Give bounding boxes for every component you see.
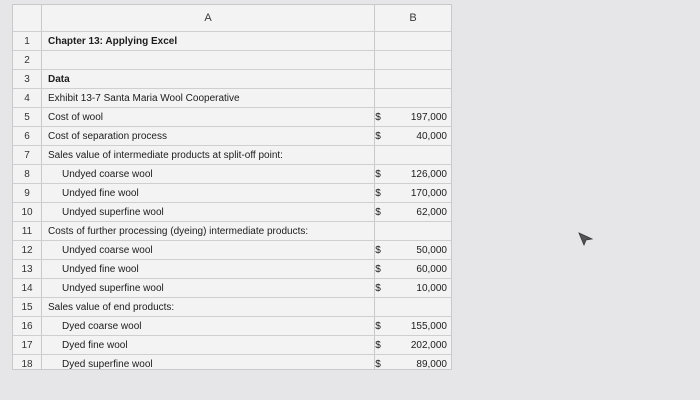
cell-b-currency: $ xyxy=(375,188,381,199)
cell-a[interactable]: Undyed superfine wool xyxy=(62,283,164,294)
sheet-row xyxy=(13,69,451,89)
cell-b[interactable] xyxy=(389,222,447,241)
cell-b[interactable]: 202,000 xyxy=(410,340,447,351)
sheet-row xyxy=(13,50,451,70)
cell-b[interactable]: 170,000 xyxy=(410,188,447,199)
cell-a[interactable]: Undyed superfine wool xyxy=(62,207,164,218)
cell-b-currency xyxy=(370,70,386,89)
sheet-row xyxy=(13,316,451,336)
sheet-row xyxy=(13,88,451,108)
cell-b-currency: $ xyxy=(375,359,381,370)
row-number[interactable]: 7 xyxy=(24,150,30,161)
cell-b-currency: $ xyxy=(375,169,381,180)
cell-b[interactable]: 155,000 xyxy=(410,321,447,332)
cell-b[interactable]: 60,000 xyxy=(416,264,447,275)
row-number[interactable]: 3 xyxy=(24,74,30,85)
sheet-row xyxy=(13,259,451,279)
cell-a[interactable]: Exhibit 13-7 Santa Maria Wool Cooperative xyxy=(48,93,240,104)
cell-a[interactable]: Undyed coarse wool xyxy=(62,169,153,180)
cell-b[interactable]: 10,000 xyxy=(416,283,447,294)
cell-b[interactable]: 50,000 xyxy=(416,245,447,256)
cell-b-currency xyxy=(370,89,386,108)
cell-a[interactable]: Undyed fine wool xyxy=(62,188,139,199)
cell-b-currency xyxy=(370,222,386,241)
cell-b[interactable] xyxy=(389,70,447,89)
cell-b[interactable] xyxy=(389,146,447,165)
row-number[interactable]: 18 xyxy=(21,359,33,370)
row-number[interactable]: 9 xyxy=(24,188,30,199)
cell-b[interactable]: 40,000 xyxy=(416,131,447,142)
row-number[interactable]: 2 xyxy=(24,55,30,66)
cell-b[interactable] xyxy=(389,51,447,70)
cell-b-currency xyxy=(370,298,386,317)
row-number[interactable]: 17 xyxy=(21,340,33,351)
cell-a[interactable] xyxy=(48,51,373,70)
row-number[interactable]: 11 xyxy=(21,226,33,237)
cell-b-currency: $ xyxy=(375,321,381,332)
row-number[interactable]: 15 xyxy=(21,302,33,313)
sheet-row xyxy=(13,335,451,355)
cell-b[interactable]: 126,000 xyxy=(410,169,447,180)
cell-b[interactable] xyxy=(389,32,447,51)
row-number[interactable]: 1 xyxy=(24,36,30,47)
cell-a[interactable]: Cost of wool xyxy=(48,112,104,123)
sheet-row xyxy=(13,221,451,241)
cell-b-currency: $ xyxy=(375,283,381,294)
sheet-row xyxy=(13,107,451,127)
sheet-row xyxy=(13,278,451,298)
cell-b-currency: $ xyxy=(375,112,381,123)
row-number[interactable]: 5 xyxy=(24,112,30,123)
cell-a[interactable]: Data xyxy=(48,74,70,85)
sheet-row xyxy=(13,183,451,203)
sheet-row xyxy=(13,297,451,317)
row-number[interactable]: 4 xyxy=(24,93,30,104)
cell-a[interactable]: Undyed coarse wool xyxy=(62,245,153,256)
cell-a[interactable]: Costs of further processing (dyeing) intermediate products: xyxy=(48,226,309,237)
column-header-b[interactable]: B xyxy=(409,12,417,24)
cell-b-currency xyxy=(370,146,386,165)
row-number[interactable]: 8 xyxy=(24,169,30,180)
cell-a[interactable]: Dyed coarse wool xyxy=(62,321,142,332)
row-number[interactable]: 13 xyxy=(21,264,33,275)
sheet-row xyxy=(13,240,451,260)
sheet-row xyxy=(13,164,451,184)
spreadsheet xyxy=(12,4,452,370)
cell-a[interactable]: Sales value of end products: xyxy=(48,302,175,313)
cell-b[interactable]: 62,000 xyxy=(416,207,447,218)
row-number[interactable]: 14 xyxy=(21,283,33,294)
cell-b[interactable]: 89,000 xyxy=(416,359,447,370)
mouse-pointer-icon xyxy=(578,232,594,246)
cell-b-currency: $ xyxy=(375,207,381,218)
sheet-row xyxy=(13,31,451,51)
sheet-row xyxy=(13,354,451,370)
cell-b[interactable]: 197,000 xyxy=(410,112,447,123)
cell-b[interactable] xyxy=(389,298,447,317)
cell-b-currency xyxy=(370,32,386,51)
cell-b-currency: $ xyxy=(375,340,381,351)
cell-b-currency: $ xyxy=(375,264,381,275)
row-number[interactable]: 12 xyxy=(21,245,33,256)
sheet-row xyxy=(13,145,451,165)
row-number[interactable]: 10 xyxy=(21,207,33,218)
row-number[interactable]: 6 xyxy=(24,131,30,142)
column-header-a[interactable]: A xyxy=(204,12,212,24)
sheet-row xyxy=(13,202,451,222)
cell-b-currency: $ xyxy=(375,131,381,142)
row-number[interactable]: 16 xyxy=(21,321,33,332)
cell-b[interactable] xyxy=(389,89,447,108)
cell-a[interactable]: Sales value of intermediate products at split-off point: xyxy=(48,150,283,161)
sheet-row xyxy=(13,126,451,146)
cell-a[interactable]: Dyed superfine wool xyxy=(62,359,153,370)
cell-a[interactable]: Chapter 13: Applying Excel xyxy=(48,36,178,47)
cell-b-currency xyxy=(370,51,386,70)
cell-a[interactable]: Cost of separation process xyxy=(48,131,167,142)
cell-a[interactable]: Dyed fine wool xyxy=(62,340,128,351)
cell-b-currency: $ xyxy=(375,245,381,256)
cell-a[interactable]: Undyed fine wool xyxy=(62,264,139,275)
